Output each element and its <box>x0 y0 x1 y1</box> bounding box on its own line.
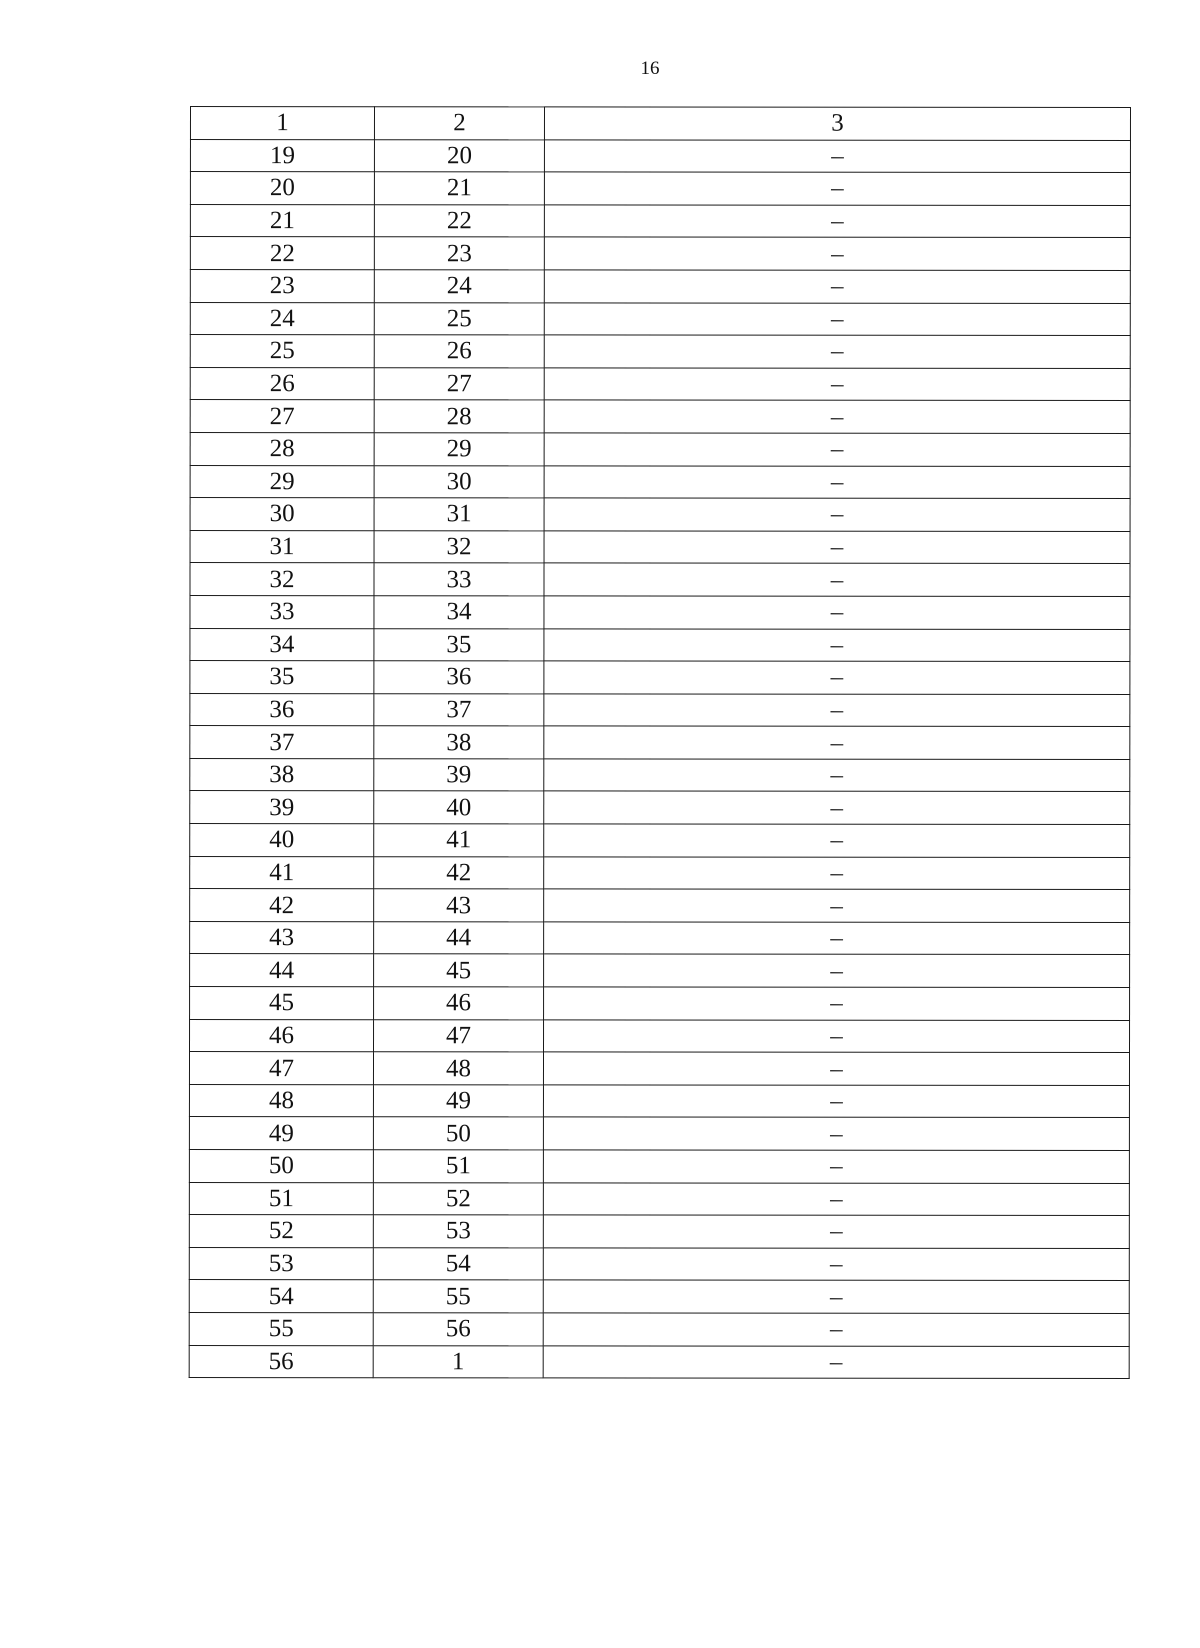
table-cell-col-1: 26 <box>190 367 374 400</box>
table-row <box>190 204 1130 238</box>
table-cell-col-3: – <box>543 1280 1129 1313</box>
table-cell-col-1: 40 <box>190 824 374 857</box>
table-cell-col-2: 29 <box>374 433 544 466</box>
table-row <box>190 661 1130 695</box>
table-row <box>190 595 1130 629</box>
table-cell-col-1: 27 <box>190 400 374 433</box>
table-cell-col-3: – <box>544 270 1130 303</box>
table-cell-col-2: 28 <box>374 400 544 433</box>
table-row <box>189 1215 1129 1249</box>
table-cell-col-1: 30 <box>190 498 374 531</box>
table-cell-col-2: 43 <box>374 889 544 922</box>
table-cell-col-2: 40 <box>374 791 544 824</box>
table-cell-col-2: 56 <box>373 1313 543 1346</box>
table-row <box>190 269 1130 303</box>
table-row <box>189 1052 1129 1086</box>
table-row <box>190 987 1130 1021</box>
table-cell-col-2: 25 <box>374 302 544 335</box>
table-cell-col-3: – <box>544 759 1130 792</box>
table-row <box>190 693 1130 727</box>
table-cell-col-2: 38 <box>374 726 544 759</box>
table-cell-col-3: – <box>544 987 1130 1020</box>
table-cell-col-1: 51 <box>189 1182 373 1215</box>
table-cell-col-3: – <box>544 694 1130 727</box>
table-cell-col-3: – <box>544 791 1130 824</box>
table-row <box>190 139 1130 173</box>
table-cell-col-1: 39 <box>190 791 374 824</box>
table-row <box>190 465 1130 499</box>
table-cell-col-3: – <box>543 1313 1129 1346</box>
table-cell-col-2: 52 <box>373 1182 543 1215</box>
header-cell-col-1: 1 <box>190 107 374 140</box>
table-row <box>189 1280 1129 1314</box>
table-cell-col-1: 36 <box>190 693 374 726</box>
table-header-row <box>190 107 1130 141</box>
table-cell-col-2: 34 <box>374 596 544 629</box>
table-cell-col-3: – <box>544 498 1130 531</box>
table-cell-col-3: – <box>544 172 1130 205</box>
table-cell-col-3: – <box>544 726 1130 759</box>
table-row <box>190 432 1130 466</box>
table-cell-col-1: 42 <box>190 889 374 922</box>
table-row <box>190 889 1130 923</box>
table-cell-col-2: 45 <box>374 954 544 987</box>
table-cell-col-2: 32 <box>374 530 544 563</box>
table-row <box>190 172 1130 206</box>
table-cell-col-3: – <box>544 335 1130 368</box>
table-row <box>189 1084 1129 1118</box>
table-row <box>189 1117 1129 1151</box>
table-cell-col-3: – <box>544 368 1130 401</box>
table-cell-col-3: – <box>543 1150 1129 1183</box>
table-cell-col-1: 29 <box>190 465 374 498</box>
table-cell-col-1: 31 <box>190 530 374 563</box>
table-row <box>190 400 1130 434</box>
table-cell-col-3: – <box>543 1117 1129 1150</box>
table-cell-col-3: – <box>544 563 1130 596</box>
table-cell-col-1: 35 <box>190 661 374 694</box>
table-cell-col-3: – <box>544 433 1130 466</box>
table-row <box>190 530 1130 564</box>
table-row <box>190 726 1130 760</box>
table-cell-col-1: 55 <box>189 1312 373 1345</box>
table-cell-col-1: 44 <box>190 954 374 987</box>
table-row <box>190 237 1130 271</box>
table-cell-col-1: 45 <box>190 987 374 1020</box>
table-row <box>190 563 1130 597</box>
table-row <box>189 1345 1129 1379</box>
table-cell-col-2: 37 <box>374 693 544 726</box>
table-cell-col-2: 1 <box>373 1345 543 1378</box>
table-cell-col-2: 21 <box>374 172 544 205</box>
table-cell-col-1: 41 <box>190 856 374 889</box>
table-cell-col-2: 53 <box>373 1215 543 1248</box>
table-cell-col-1: 49 <box>189 1117 373 1150</box>
table-row <box>190 302 1130 336</box>
table-cell-col-1: 37 <box>190 726 374 759</box>
table-cell-col-1: 19 <box>190 139 374 172</box>
table-cell-col-2: 54 <box>373 1247 543 1280</box>
table-cell-col-2: 31 <box>374 498 544 531</box>
table-cell-col-1: 52 <box>189 1215 373 1248</box>
table-cell-col-3: – <box>543 1052 1129 1085</box>
table-cell-col-2: 33 <box>374 563 544 596</box>
table-row <box>189 1312 1129 1346</box>
table-cell-col-3: – <box>544 857 1130 890</box>
table-row <box>190 367 1130 401</box>
table-cell-col-1: 23 <box>190 269 374 302</box>
table-cell-col-1: 21 <box>190 204 374 237</box>
table-cell-col-3: – <box>543 1085 1129 1118</box>
table-row <box>190 498 1130 532</box>
table-cell-col-1: 53 <box>189 1247 373 1280</box>
table-cell-col-2: 23 <box>374 237 544 270</box>
table-cell-col-3: – <box>544 302 1130 335</box>
table-cell-col-3: – <box>544 661 1130 694</box>
table-row <box>189 1247 1129 1281</box>
table-cell-col-1: 54 <box>189 1280 373 1313</box>
table-cell-col-3: – <box>544 922 1130 955</box>
table-cell-col-2: 47 <box>374 1019 544 1052</box>
table-cell-col-1: 50 <box>189 1150 373 1183</box>
table-cell-col-2: 51 <box>373 1150 543 1183</box>
table-cell-col-1: 28 <box>190 432 374 465</box>
table-cell-col-2: 46 <box>374 987 544 1020</box>
table-cell-col-1: 38 <box>190 758 374 791</box>
table-row <box>190 856 1130 890</box>
table-cell-col-3: – <box>544 139 1130 172</box>
table-cell-col-3: – <box>544 205 1130 238</box>
header-cell-col-3: 3 <box>544 107 1130 140</box>
table-cell-col-1: 47 <box>189 1052 373 1085</box>
table-cell-col-3: – <box>544 824 1130 857</box>
table-cell-col-1: 48 <box>189 1084 373 1117</box>
table-cell-col-2: 20 <box>374 139 544 172</box>
table-cell-col-2: 39 <box>374 759 544 792</box>
table-cell-col-3: – <box>543 1182 1129 1215</box>
table-cell-col-3: – <box>543 1248 1129 1281</box>
table-cell-col-1: 34 <box>190 628 374 661</box>
table-cell-col-2: 26 <box>374 335 544 368</box>
table-row <box>190 824 1130 858</box>
data-table <box>189 106 1131 1379</box>
header-cell-col-2: 2 <box>374 107 544 140</box>
table-cell-col-1: 24 <box>190 302 374 335</box>
table-cell-col-2: 24 <box>374 270 544 303</box>
table-cell-col-1: 22 <box>190 237 374 270</box>
table-row <box>190 628 1130 662</box>
table-cell-col-2: 48 <box>373 1052 543 1085</box>
table-body <box>189 107 1130 1379</box>
table-cell-col-3: – <box>544 628 1130 661</box>
table-row <box>190 335 1130 369</box>
table-row <box>190 954 1130 988</box>
table-cell-col-2: 36 <box>374 661 544 694</box>
table-cell-col-2: 42 <box>374 856 544 889</box>
table-cell-col-1: 56 <box>189 1345 373 1378</box>
table-cell-col-3: – <box>544 465 1130 498</box>
table-cell-col-3: – <box>544 400 1130 433</box>
table-row <box>190 921 1130 955</box>
table-cell-col-3: – <box>543 1345 1129 1378</box>
table-cell-col-3: – <box>544 1019 1130 1052</box>
table-cell-col-2: 55 <box>373 1280 543 1313</box>
table-cell-col-3: – <box>544 596 1130 629</box>
table-cell-col-2: 27 <box>374 367 544 400</box>
table-cell-col-1: 20 <box>190 172 374 205</box>
table-cell-col-3: – <box>544 531 1130 564</box>
table-cell-col-1: 33 <box>190 595 374 628</box>
table-cell-col-3: – <box>543 1215 1129 1248</box>
table-cell-col-1: 46 <box>190 1019 374 1052</box>
table-row <box>190 758 1130 792</box>
table-cell-col-3: – <box>544 889 1130 922</box>
table-row <box>190 791 1130 825</box>
table-cell-col-2: 35 <box>374 628 544 661</box>
page-number: 16 <box>640 58 660 79</box>
table-cell-col-3: – <box>544 237 1130 270</box>
table-cell-col-1: 25 <box>190 335 374 368</box>
table-cell-col-2: 50 <box>373 1117 543 1150</box>
table-row <box>189 1150 1129 1184</box>
table-row <box>189 1182 1129 1216</box>
table-cell-col-2: 30 <box>374 465 544 498</box>
table-cell-col-1: 43 <box>190 921 374 954</box>
table-cell-col-1: 32 <box>190 563 374 596</box>
table-cell-col-3: – <box>544 954 1130 987</box>
table-cell-col-2: 49 <box>373 1085 543 1118</box>
table-row <box>190 1019 1130 1053</box>
table-cell-col-2: 41 <box>374 824 544 857</box>
table-cell-col-2: 22 <box>374 204 544 237</box>
table-cell-col-2: 44 <box>374 922 544 955</box>
